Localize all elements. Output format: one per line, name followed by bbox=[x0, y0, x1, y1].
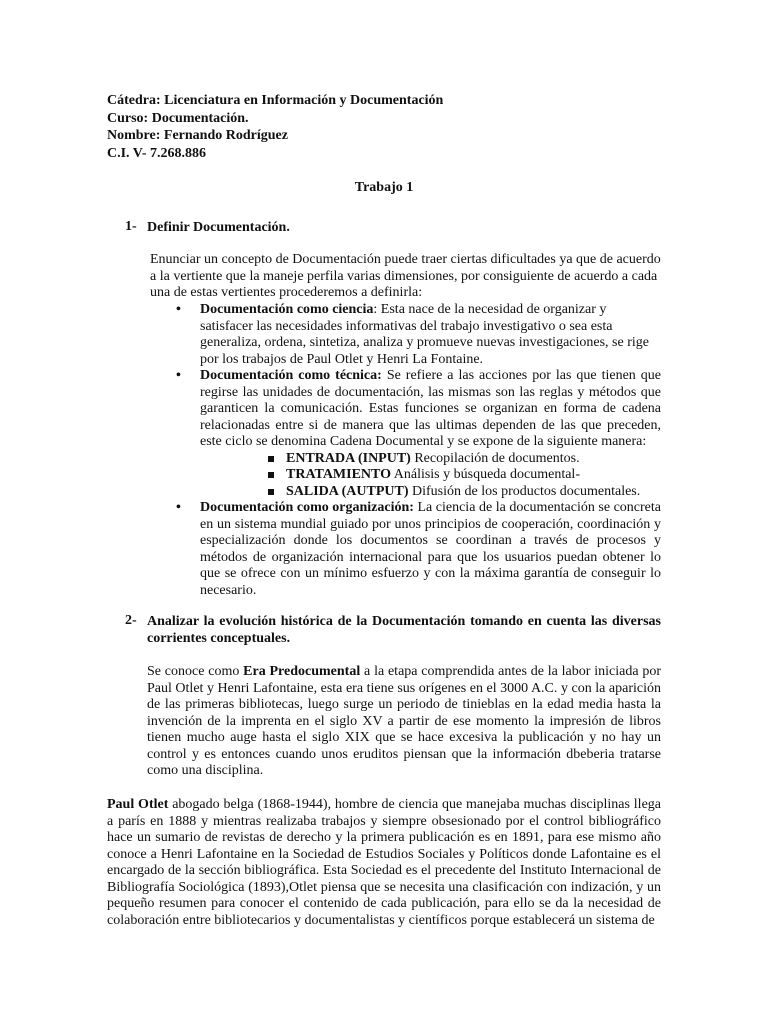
section-1-number: 1- bbox=[125, 219, 137, 234]
bullet-text: La ciencia de la documentación se concreta en un sistema mundial guiado por unos principios de cooperación, coordinación y especialización donde los documentos se coordinan a través de procesos y métodos de organización internacional para que los usuarios puedan obtener lo que se ofrece con un mínimo esfuerzo y con la máxima garantía de conseguir lo necesario. bbox=[200, 500, 662, 598]
list-item bbox=[262, 451, 661, 468]
predocumental-paragraph bbox=[147, 664, 661, 780]
list-item bbox=[262, 484, 661, 501]
square-bullet-icon bbox=[268, 489, 274, 495]
bullet-text: Se refiere a las acciones por las que tienen que regirse las unidades de documentación, las mismas son las reglas y métodos que garanticen la comunicación. Estas funciones se organizan en forma de cadena relacionadas entre si de manera que las ultimas dependen de las que preceden, este ciclo se denomina Cadena Documental y se expone de la siguiente manera: bbox=[200, 368, 662, 449]
section-2-number: 2- bbox=[125, 613, 137, 628]
square-bullet-icon bbox=[268, 472, 274, 478]
chain-text: Difusión de los productos documentales. bbox=[408, 483, 641, 499]
chain-text: Análisis y búsqueda documental- bbox=[391, 467, 580, 482]
bullet-term: Documentación como ciencia bbox=[200, 302, 374, 317]
paragraph-term: Era Predocumental bbox=[243, 664, 361, 679]
list-item bbox=[176, 302, 661, 368]
section-1-intro: Enunciar un concepto de Documentación puede traer ciertas dificultades ya que de acuerdo a la vertiente que la maneje perfila varias dimensiones, por consiguiente de acuerdo a cada una de estas vertientes procederemos a definirla: bbox=[150, 252, 661, 300]
document-header bbox=[107, 92, 443, 162]
chain-text: Recopilación de documentos. bbox=[410, 450, 580, 466]
header-catedra: Cátedra: Licenciatura en Información y Documentación bbox=[107, 93, 444, 108]
list-item bbox=[262, 467, 661, 484]
header-nombre: Nombre: Fernando Rodríguez bbox=[107, 128, 288, 143]
bullet-icon: • bbox=[176, 368, 181, 383]
paragraph-text: abogado belga (1868-1944), hombre de ciencia que manejaba muchas disciplinas llega a parís en 1888 y mientras realizaba trabajos y siempre obsesionado por el control bibliográfico hace un sumario de revistas de derecho y la primera publicación es en 1891, para ese mismo año conoce a Henri Lafontaine en la Sociedad de Estudios Sociales y Políticos donde Lafontaine es el encargado de la sección bibliográfica. Esta Sociedad es el precedente del Instituto Internacional de Bibliografía Sociológica (1893),Otlet piensa que se necesita una clasificación con indización, y un pequeño resumen para conocer el contenido de cada publicación, para ello se da la necesidad de colaboración entre bibliotecarios y documentalistas y científicos porque establecerá un sistema de bbox=[107, 797, 661, 928]
chain-term: TRATAMIENTO bbox=[286, 467, 392, 482]
section-2-title: Analizar la evolución histórica de la Documentación tomando en cuenta las diversas corrientes conceptuales. bbox=[147, 614, 661, 646]
bullet-icon: • bbox=[176, 302, 181, 317]
bullet-icon: • bbox=[176, 500, 181, 515]
list-item bbox=[176, 368, 661, 500]
paul-otlet-paragraph bbox=[107, 797, 661, 929]
chain-term: ENTRADA (INPUT) bbox=[286, 450, 411, 466]
document-title: Trabajo 1 bbox=[354, 180, 414, 195]
bullet-text: : Esta nace de la necesidad de organizar y satisfacer las necesidades informativas del trabajo investigativo o sea esta generaliza, ordena, sintetiza, analiza y promueve nuevas investigaciones, se rige por los trabajos de Paul Otlet y Henri La Fontaine. bbox=[200, 302, 649, 367]
header-curso: Curso: Documentación. bbox=[107, 110, 249, 126]
documentary-chain-list bbox=[262, 451, 661, 501]
bullet-term: Documentación como técnica: bbox=[200, 368, 382, 383]
list-item bbox=[176, 500, 661, 599]
square-bullet-icon bbox=[268, 456, 274, 462]
bullet-term: Documentación como organización: bbox=[200, 500, 414, 515]
chain-term: SALIDA (AUTPUT) bbox=[286, 483, 409, 499]
section-1-title: Definir Documentación. bbox=[147, 220, 290, 235]
paragraph-term: Paul Otlet bbox=[107, 797, 169, 812]
documentation-types-list bbox=[176, 302, 661, 599]
paragraph-text: a la etapa comprendida antes de la labor iniciada por Paul Otlet y Henri Lafontaine, esta era tiene sus orígenes en el 3000 A.C. y con la aparición de las primeras bibliotecas, luego surge un periodo de tinieblas en la edad media hasta la invención de la imprenta en el siglo XV a partir de ese momento la impresión de libros tienen mucho auge hasta el siglo XIX que se hace excesiva la publicación y no hay un control y es entonces cuando unos eruditos piensan que la información dbeberia tratarse como una disciplina. bbox=[147, 664, 662, 778]
header-ci: C.I. V- 7.268.886 bbox=[107, 145, 207, 161]
paragraph-text: Se conoce como bbox=[147, 664, 244, 679]
